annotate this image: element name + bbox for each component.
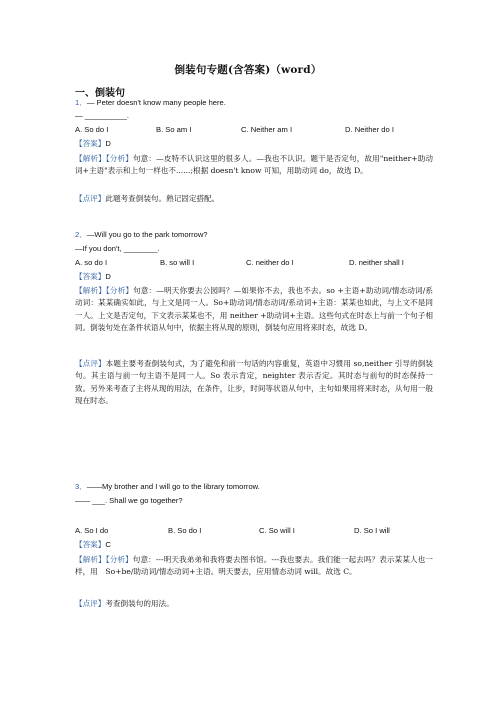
label-tag: 【点评】 [75,359,106,368]
q3-blank: —— ___. Shall we go together? [75,496,183,505]
q3-option-a: A. So I do [75,526,109,535]
label-tag: 【点评】 [75,194,106,203]
q2-blank: —If you don't, ________. [75,244,160,253]
q2-answer-value: D [105,272,111,281]
q1-text: — Peter doesn't know many people here. [86,98,226,107]
q3-option-c: C. So will I [259,526,295,535]
q3-text: ——My brother and I will go to the library tomorrow. [86,482,260,491]
q1-stem [75,98,427,108]
q3-answer-tag: 【答案】 [75,540,106,549]
q1-answer-value: D [105,139,111,148]
q2-option-d: D. neither shall I [349,258,404,267]
section-heading: 一、倒装句 [75,88,125,99]
q3-option-b: B. So do I [168,526,202,535]
q2-answer-tag: 【答案】 [75,272,106,281]
q1-option-b: B. So am I [156,125,192,134]
q1-comment: 【点评】此题考查倒装句。熟记固定搭配。 [75,194,220,203]
label-tag: 【分析】 [105,286,134,295]
q1-answer-tag: 【答案】 [75,139,106,148]
q3-answer [75,540,427,550]
label-tag: 【解析】 [75,555,106,564]
q2-stem [75,230,427,240]
q3-number: 3． [75,482,87,491]
q2-analysis: 【解析】【分析】句意：—明天你要去公园吗？—如果你不去，我也不去。so +主语+助动词/情态动词/系动词：某某确实如此，与上文是同一人。So+助动词/情态动词/系动词+主语：某某也如此，与上文不是同一人。上文是否定句，下文表示某某也不，用 neither +助动词+主语。这些句式在时态上与前一个句子相同。倒装句处在条件状语从句中，依据主将从现的原则，倒装句应用将来时态，故选 D。 [75,286,433,333]
q1-number: 1． [75,98,87,107]
q2-option-a: A. so do I [75,258,108,267]
q3-comment: 【点评】考查倒装句的用法。 [75,599,174,608]
label-tag: 【解析】 [75,286,106,295]
q2-comment: 【点评】本题主要考查倒装句式，为了避免和前一句话的内容重复，英语中习惯用 so,neither 引导的倒装句。其主语与前一句主语不是同一人。So 表示肯定，neighter 表示否定。其时态与前句的时态保持一致。另外来考查了主将从现的用法，在条件，让步，时间等状语从句中，主句如果用将来时态，从句用一般现在时态。 [75,359,433,406]
label-tag: 【点评】 [75,599,106,608]
q2-number: 2． [75,230,87,239]
label-tag: 【分析】 [105,555,133,564]
label-tag: 【解析】 [75,154,106,163]
q1-blank: — __________. [75,111,130,120]
q1-answer [75,139,427,149]
q1-analysis: 【解析】【分析】句意：—皮特不认识这里的很多人。—我也不认识。题干是否定句，故用"neither+助动词+主语"表示和上句一样也不......;根据 doesn't know 可知，用助动词 do，故选 D。 [75,154,434,176]
label-tag: 【分析】 [105,154,133,163]
q3-answer-value: C [105,540,111,549]
q2-option-b: B. so will I [160,258,195,267]
q1-option-a: A. So do I [75,125,109,134]
q3-analysis: 【解析】【分析】句意：---明天我弟弟和我将要去图书馆。---我也要去。我们能一起去吗？表示某某人也一样，用 So+be/助动词/情态动词+主语。明天要去，应用情态动词 will。故选 C。 [75,555,434,577]
q3-stem [75,482,427,492]
q2-option-c: C. neither do I [246,258,294,267]
q1-option-d: D. Neither do I [345,125,394,134]
document-title: 倒装句专题(含答案)（word） [174,64,322,76]
q2-answer [75,272,427,282]
q1-option-c: C. Neither am I [241,125,293,134]
q2-text: —Will you go to the park tomorrow? [86,230,208,239]
q3-option-d: D. So I will [354,526,390,535]
